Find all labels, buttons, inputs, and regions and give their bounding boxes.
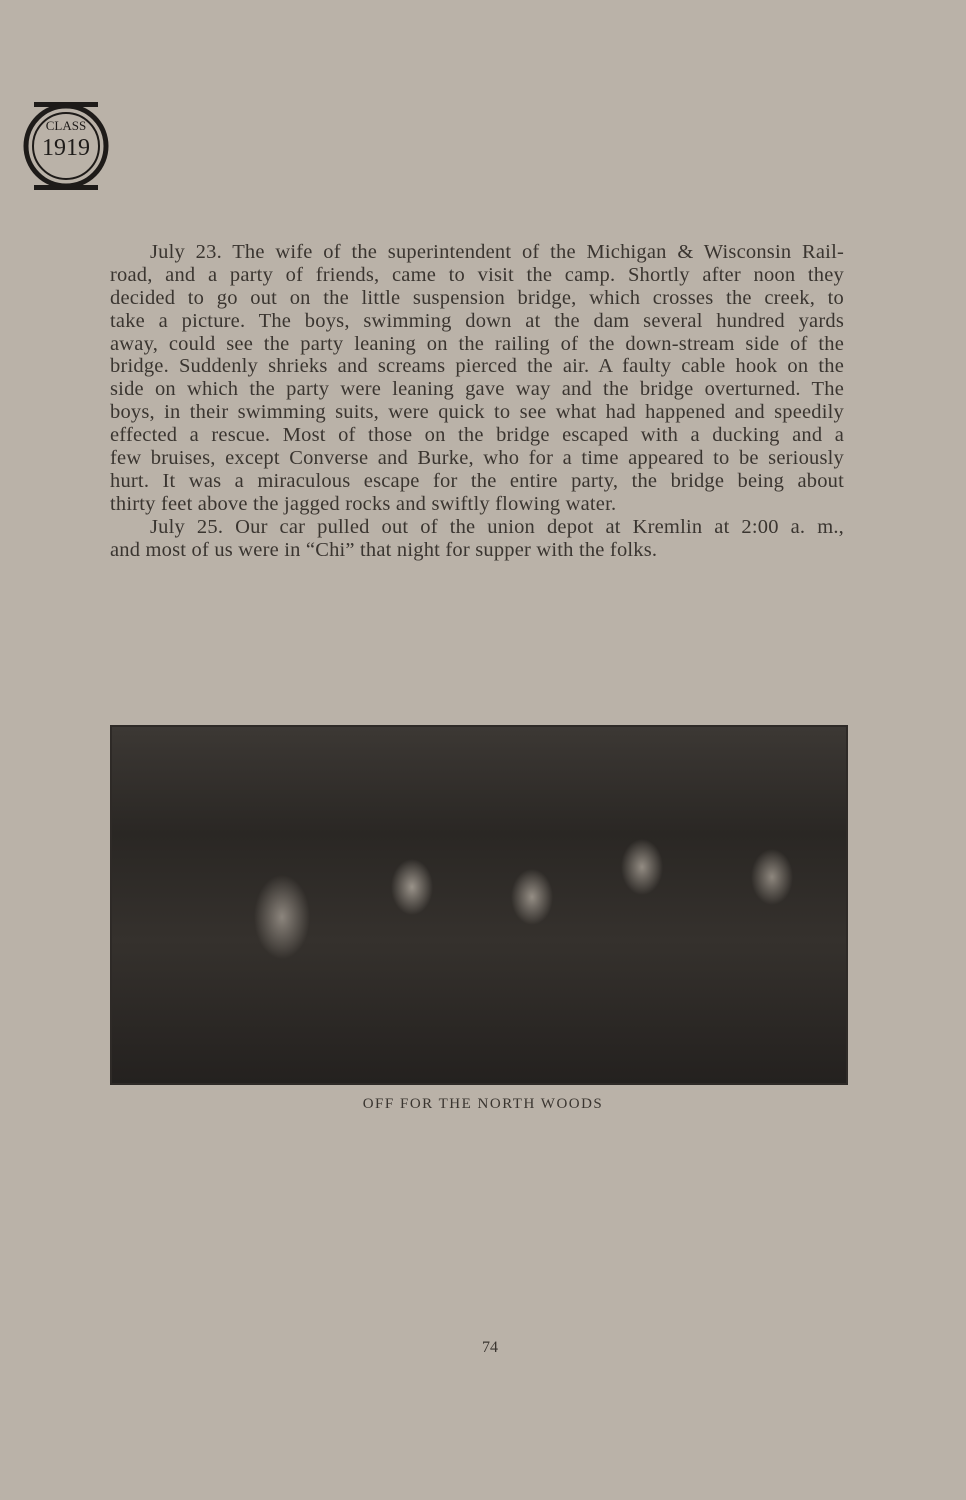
paragraph-line: boys, in their swimming suits, were quick to see what had happened and speedily — [110, 401, 844, 424]
paragraph-line: hurt. It was a miraculous escape for the entire party, the bridge being about — [110, 469, 844, 492]
paragraph-line: road, and a party of friends, came to visit the camp. Shortly after noon they — [110, 263, 844, 286]
paragraph-line: and most of us were in “Chi” that night for supper with the folks. — [110, 538, 658, 561]
paragraph-line: few bruises, except Converse and Burke, who for a time appeared to be seriously — [110, 447, 844, 470]
page-number: 74 — [482, 1339, 498, 1356]
class-logo — [20, 100, 112, 192]
photo-caption: OFF FOR THE NORTH WOODS — [362, 1096, 604, 1112]
paragraph-line: bridge. Suddenly shrieks and screams pierced the air. A faulty cable hook on the — [110, 355, 844, 378]
paragraph-line: July 23. The wife of the superintendent of the Michigan & Wisconsin Rail- — [150, 241, 844, 263]
group-photo — [110, 725, 848, 1085]
paragraph-line: side on which the party were leaning gave way and the bridge overturned. The — [110, 378, 844, 401]
paragraph-line: away, could see the party leaning on the railing of the down-stream side of the — [110, 332, 844, 355]
svg-text:1919: 1919 — [42, 135, 90, 161]
paragraph-line: take a picture. The boys, swimming down at the dam several hundred yards — [110, 309, 844, 332]
svg-text:CLASS: CLASS — [45, 118, 87, 133]
paragraph-line: decided to go out on the little suspension bridge, which crosses the creek, to — [110, 286, 844, 309]
body-text — [110, 241, 844, 561]
paragraph-line: July 25. Our car pulled out of the union depot at Kremlin at 2:00 a. m., — [150, 515, 844, 538]
paragraph-line: effected a rescue. Most of those on the bridge escaped with a ducking and a — [110, 424, 844, 447]
paragraph-line: thirty feet above the jagged rocks and swiftly flowing water. — [110, 492, 617, 515]
